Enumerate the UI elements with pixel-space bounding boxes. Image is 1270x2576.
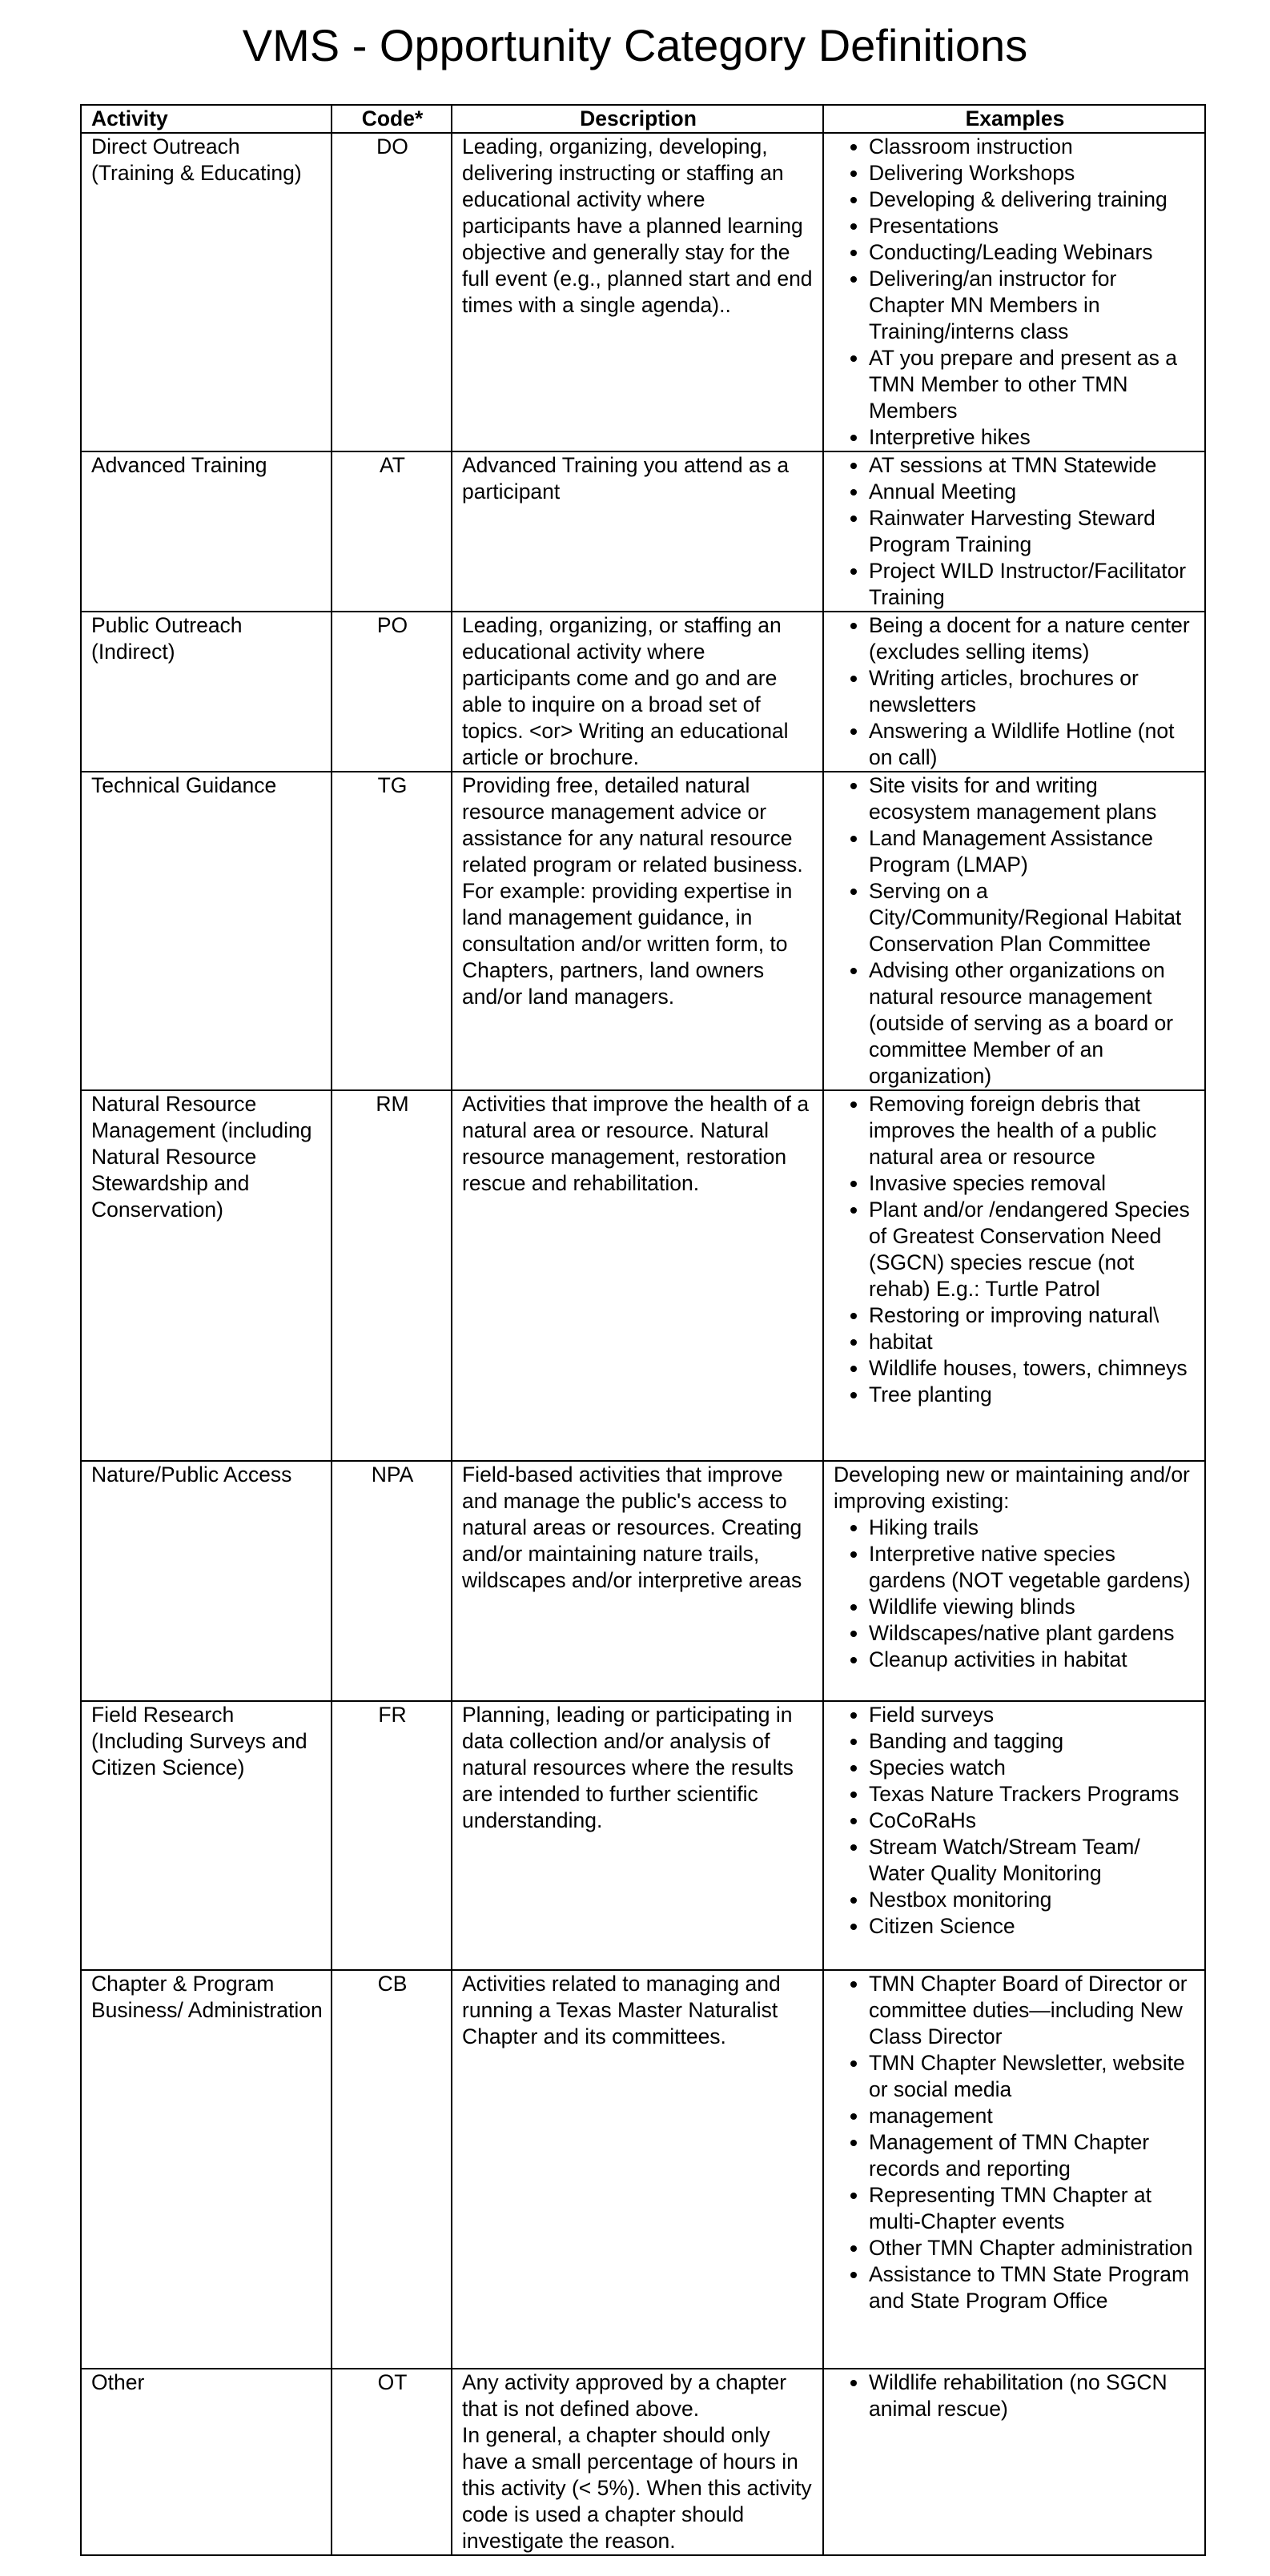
activity-cell: Public Outreach (Indirect) bbox=[81, 612, 332, 772]
example-item: • Management of TMN Chapter records and reporting bbox=[869, 2129, 1196, 2182]
column-header-code: Code* bbox=[332, 105, 452, 133]
examples-list bbox=[834, 772, 1196, 1089]
example-item: • Texas Nature Trackers Programs bbox=[869, 1781, 1196, 1808]
code-cell: TG bbox=[332, 772, 452, 1090]
examples-cell bbox=[823, 2369, 1205, 2555]
example-item: • Developing & delivering training bbox=[869, 187, 1196, 213]
description-cell bbox=[452, 772, 823, 1090]
description-cell bbox=[452, 1090, 823, 1461]
activity-cell: Advanced Training bbox=[81, 451, 332, 612]
code-cell: DO bbox=[332, 133, 452, 451]
description-text: Field-based activities that improve and manage the public's access to natural areas or resources. Creating and/or maintaining nature trails, wildscapes and/or interpretive areas bbox=[462, 1463, 802, 1592]
example-item: • Rainwater Harvesting Steward Program Training bbox=[869, 505, 1196, 558]
examples-cell bbox=[823, 1970, 1205, 2369]
activity-cell: Technical Guidance bbox=[81, 772, 332, 1090]
description-cell bbox=[452, 451, 823, 612]
example-item: • Advising other organizations on natural resource management (outside of serving as a board or committee Member of an organization) bbox=[869, 957, 1196, 1089]
examples-cell bbox=[823, 1090, 1205, 1461]
example-item: • Serving on a City/Community/Regional Habitat Conservation Plan Committee bbox=[869, 878, 1196, 957]
code-cell: PO bbox=[332, 612, 452, 772]
example-item: • Nestbox monitoring bbox=[869, 1887, 1196, 1913]
examples-cell bbox=[823, 133, 1205, 451]
example-item: • Species watch bbox=[869, 1755, 1196, 1781]
examples-intro-text: Developing new or maintaining and/or improving existing: bbox=[834, 1463, 1190, 1513]
example-item: • TMN Chapter Newsletter, website or social media bbox=[869, 2050, 1196, 2103]
description-text: Activities related to managing and running a Texas Master Naturalist Chapter and its committees. bbox=[462, 1972, 781, 2048]
example-item: • Answering a Wildlife Hotline (not on call) bbox=[869, 718, 1196, 771]
example-item: • Writing articles, brochures or newsletters bbox=[869, 665, 1196, 718]
examples-cell bbox=[823, 612, 1205, 772]
table-row bbox=[81, 1970, 1205, 2369]
example-item: • Wildlife houses, towers, chimneys bbox=[869, 1355, 1196, 1382]
example-item: • Invasive species removal bbox=[869, 1170, 1196, 1197]
description-text: Any activity approved by a chapter that is not defined above. bbox=[462, 2370, 787, 2421]
table-row bbox=[81, 1090, 1205, 1461]
example-item: • AT you prepare and present as a TMN Member to other TMN Members bbox=[869, 345, 1196, 424]
examples-list bbox=[834, 2369, 1196, 2422]
example-item: • Wildlife rehabilitation (no SGCN animal rescue) bbox=[869, 2369, 1196, 2422]
examples-cell bbox=[823, 772, 1205, 1090]
examples-cell bbox=[823, 451, 1205, 612]
example-item: • Interpretive native species gardens (NOT vegetable gardens) bbox=[869, 1541, 1196, 1594]
description-cell bbox=[452, 2369, 823, 2555]
code-cell: NPA bbox=[332, 1461, 452, 1701]
example-item: • Being a docent for a nature center (excludes selling items) bbox=[869, 612, 1196, 665]
activity-cell: Direct Outreach (Training & Educating) bbox=[81, 133, 332, 451]
description-text: Providing free, detailed natural resource management advice or assistance for any natural resource related program or related business. For example: providing expertise in land management guidance, in consultation and/or written form, to Chapters, partners, land owners and/or land managers. bbox=[462, 773, 803, 1009]
example-item: • Banding and tagging bbox=[869, 1728, 1196, 1755]
definitions-table bbox=[80, 104, 1206, 2556]
description-text: Leading, organizing, or staffing an educational activity where participants come and go and are able to inquire on a broad set of topics. <or> Writing an educational article or brochure. bbox=[462, 613, 789, 769]
examples-list bbox=[834, 134, 1196, 451]
example-item: • Delivering Workshops bbox=[869, 160, 1196, 187]
example-item: • Plant and/or /endangered Species of Greatest Conservation Need (SGCN) species rescue (not rehab) E.g.: Turtle Patrol bbox=[869, 1197, 1196, 1302]
example-item: • Interpretive hikes bbox=[869, 424, 1196, 451]
examples-cell bbox=[823, 1461, 1205, 1701]
example-item: • habitat bbox=[869, 1329, 1196, 1355]
example-item: • Wildscapes/native plant gardens bbox=[869, 1620, 1196, 1647]
table-row bbox=[81, 772, 1205, 1090]
example-item: • Hiking trails bbox=[869, 1515, 1196, 1541]
examples-list bbox=[834, 612, 1196, 771]
column-header-activity: Activity bbox=[81, 105, 332, 133]
example-item: • Representing TMN Chapter at multi-Chapter events bbox=[869, 2182, 1196, 2235]
activity-cell: Nature/Public Access bbox=[81, 1461, 332, 1701]
description-cell bbox=[452, 612, 823, 772]
description-cell bbox=[452, 1970, 823, 2369]
table-row bbox=[81, 1461, 1205, 1701]
description-text: Planning, leading or participating in data collection and/or analysis of natural resources where the results are intended to further scientific understanding. bbox=[462, 1703, 794, 1832]
description-text: Advanced Training you attend as a participant bbox=[462, 453, 790, 504]
example-item: • Restoring or improving natural\ bbox=[869, 1302, 1196, 1329]
example-item: • Removing foreign debris that improves the health of a public natural area or resource bbox=[869, 1091, 1196, 1170]
description-text: Activities that improve the health of a natural area or resource. Natural resource management, restoration rescue and rehabilitation. bbox=[462, 1092, 810, 1195]
example-item: • Annual Meeting bbox=[869, 479, 1196, 505]
example-item: • Project WILD Instructor/Facilitator Training bbox=[869, 558, 1196, 611]
example-item: • AT sessions at TMN Statewide bbox=[869, 452, 1196, 479]
example-item: • TMN Chapter Board of Director or committee duties—including New Class Director bbox=[869, 1971, 1196, 2050]
examples-list bbox=[834, 1515, 1196, 1673]
description-cell bbox=[452, 1461, 823, 1701]
code-cell: CB bbox=[332, 1970, 452, 2369]
activity-cell: Natural Resource Management (including Natural Resource Stewardship and Conservation) bbox=[81, 1090, 332, 1461]
column-header-description: Description bbox=[452, 105, 823, 133]
example-item: • Citizen Science bbox=[869, 1913, 1196, 1940]
example-item: • Wildlife viewing blinds bbox=[869, 1594, 1196, 1620]
example-item: • Delivering/an instructor for Chapter MN Members in Training/interns class bbox=[869, 266, 1196, 345]
example-item: • Tree planting bbox=[869, 1382, 1196, 1408]
example-item: • Site visits for and writing ecosystem management plans bbox=[869, 772, 1196, 825]
table-row bbox=[81, 1701, 1205, 1970]
header-row bbox=[81, 105, 1205, 133]
example-item: • CoCoRaHs bbox=[869, 1808, 1196, 1834]
activity-cell: Other bbox=[81, 2369, 332, 2555]
examples-list bbox=[834, 1702, 1196, 1940]
table-row bbox=[81, 133, 1205, 451]
examples-list bbox=[834, 1091, 1196, 1408]
description-extra-text: In general, a chapter should only have a small percentage of hours in this activity (< 5%). When this activity code is used a chapter should investigate the reason. bbox=[462, 2423, 812, 2553]
example-item: • Other TMN Chapter administration bbox=[869, 2235, 1196, 2261]
example-item: • Land Management Assistance Program (LMAP) bbox=[869, 825, 1196, 878]
table-row bbox=[81, 2369, 1205, 2555]
example-item: • Classroom instruction bbox=[869, 134, 1196, 160]
description-cell bbox=[452, 133, 823, 451]
examples-cell bbox=[823, 1701, 1205, 1970]
example-item: • Cleanup activities in habitat bbox=[869, 1647, 1196, 1673]
code-cell: FR bbox=[332, 1701, 452, 1970]
example-item: • Field surveys bbox=[869, 1702, 1196, 1728]
code-cell: RM bbox=[332, 1090, 452, 1461]
example-item: • Assistance to TMN State Program and State Program Office bbox=[869, 2261, 1196, 2314]
activity-cell: Field Research (Including Surveys and Citizen Science) bbox=[81, 1701, 332, 1970]
code-cell: AT bbox=[332, 451, 452, 612]
description-cell bbox=[452, 1701, 823, 1970]
example-item: • Presentations bbox=[869, 213, 1196, 239]
page-title: VMS - Opportunity Category Definitions bbox=[242, 20, 1028, 70]
column-header-examples: Examples bbox=[823, 105, 1205, 133]
example-item: • management bbox=[869, 2103, 1196, 2129]
example-item: • Conducting/Leading Webinars bbox=[869, 239, 1196, 266]
description-text: Leading, organizing, developing, delivering instructing or staffing an educational activity where participants have a planned learning objective and generally stay for the full event (e.g., planned start and end times with a single agenda).. bbox=[462, 134, 813, 317]
examples-list bbox=[834, 1971, 1196, 2314]
code-cell: OT bbox=[332, 2369, 452, 2555]
table-row bbox=[81, 451, 1205, 612]
example-item: • Stream Watch/Stream Team/ Water Quality Monitoring bbox=[869, 1834, 1196, 1887]
table-row bbox=[81, 612, 1205, 772]
activity-cell: Chapter & Program Business/ Administration bbox=[81, 1970, 332, 2369]
examples-list bbox=[834, 452, 1196, 611]
